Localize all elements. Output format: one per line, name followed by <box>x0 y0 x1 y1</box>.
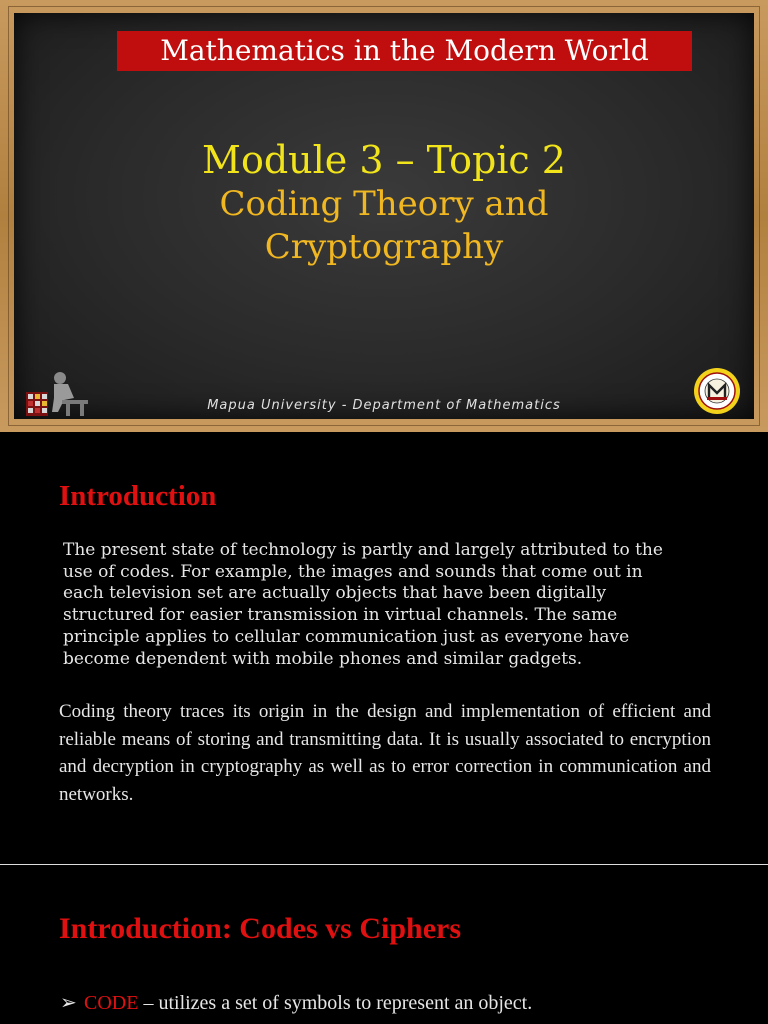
bullet-code-definition <box>60 990 532 1015</box>
intro-paragraph-1 <box>63 540 713 670</box>
introduction-heading: Introduction <box>59 480 217 512</box>
course-title-banner: Mathematics in the Modern World <box>117 31 692 71</box>
bullet-text: – utilizes a set of symbols to represent an object. <box>138 992 533 1014</box>
paragraph-line: use of codes. For example, the images and sounds that come out in <box>63 561 643 582</box>
title-slide <box>0 0 768 432</box>
topic-line-1: Coding Theory and <box>219 184 549 224</box>
arrow-bullet-icon: ➢ <box>60 992 77 1014</box>
topic-line-2: Cryptography <box>264 227 504 267</box>
university-seal-icon <box>693 367 741 415</box>
footer-credit: Mapua University - Department of Mathematics <box>207 398 561 413</box>
codes-vs-ciphers-heading: Introduction: Codes vs Ciphers <box>59 912 461 945</box>
paragraph-line: each television set are actually objects that have been digitally <box>63 583 607 604</box>
intro-paragraph-2: Coding theory traces its origin in the design and implementation of efficient and reliable means of storing and transmitting data. It is usually associated to encryption and decryption in cryptography as well as to error correction in communication and networks. <box>59 701 711 805</box>
topic-title <box>0 183 768 269</box>
paragraph-line: become dependent with mobile phones and similar gadgets. <box>63 648 583 669</box>
paragraph-line: The present state of technology is partly and largely attributed to the <box>63 540 663 560</box>
codes-vs-ciphers-slide <box>0 865 768 1024</box>
paragraph-line: principle applies to cellular communication just as everyone have <box>63 626 630 647</box>
introduction-slide <box>0 432 768 864</box>
paragraph-line: structured for easier transmission in virtual channels. The same <box>63 605 618 626</box>
bullet-term: CODE <box>84 992 139 1014</box>
module-title: Module 3 – Topic 2 <box>202 138 566 182</box>
